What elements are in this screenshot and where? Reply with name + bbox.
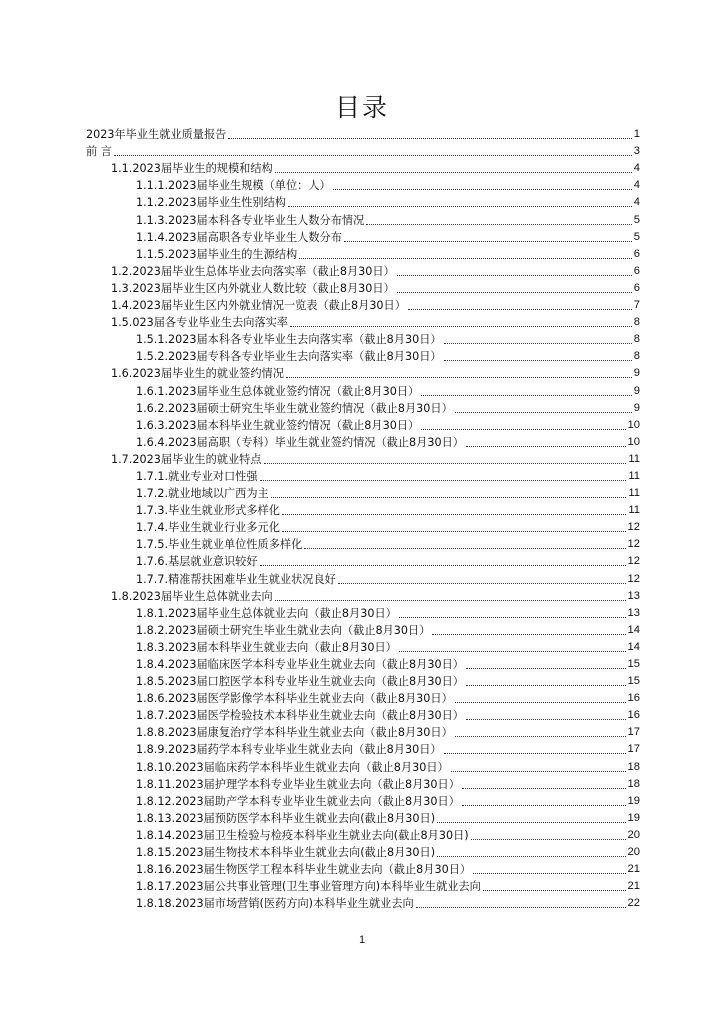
toc-entry-page-number: 9 [633,367,640,380]
toc-entry-page-number: 12 [627,555,640,568]
toc-entry[interactable] [86,244,640,261]
toc-entry-label: 1.8.18.2023届市场营销(医药方向)本科毕业生就业去向 [136,897,414,911]
toc-dot-leader [466,445,626,447]
toc-dot-leader [114,154,632,156]
toc-entry-page-number: 13 [627,606,640,619]
toc-entry[interactable] [86,432,640,449]
toc-entry[interactable] [86,534,640,551]
toc-entry-label: 1.4.2023届毕业生区内外就业情况一览表（截止8月30日） [111,299,406,313]
toc-entry-label: 1.8.6.2023届医学影像学本科毕业生就业去向（截止8月30日） [136,692,453,706]
toc-entry-label: 1.1.3.2023届本科各专业毕业生人数分布情况 [136,213,365,227]
toc-entry[interactable] [86,466,640,483]
toc-dot-leader [304,547,625,549]
toc-entry-page-number: 16 [627,692,640,705]
toc-entry-page-number: 9 [633,384,640,397]
toc-entry[interactable] [86,551,640,568]
toc-entry-page-number: 14 [627,640,640,653]
toc-entry[interactable] [86,500,640,517]
toc-dot-leader [338,582,626,584]
toc-entry[interactable] [86,227,640,244]
toc-entry[interactable] [86,483,640,500]
toc-dot-leader [271,496,627,498]
toc-entry-page-number: 17 [627,726,640,739]
toc-entry[interactable] [86,346,640,363]
toc-entry-label: 1.3.2023届毕业生区内外就业人数比较（截止8月30日） [111,281,395,295]
toc-entry-label: 1.8.7.2023届医学检验技术本科毕业生就业去向（截止8月30日） [136,709,464,723]
toc-dot-leader [416,906,626,908]
toc-entry-label: 1.6.2.2023届硕士研究生毕业生就业签约情况（截止8月30日） [136,401,453,415]
toc-dot-leader [399,616,626,618]
toc-dot-leader [366,223,631,225]
toc-entry[interactable] [86,295,640,312]
toc-entry-label: 1.5.2.2023届专科各专业毕业生去向落实率（截止8月30日） [136,350,442,364]
toc-dot-leader [466,684,626,686]
toc-entry-page-number: 4 [633,179,640,192]
toc-entry-label: 1.7.2.就业地域以广西为主 [136,487,269,501]
toc-entry[interactable] [86,654,640,671]
toc-entry[interactable] [86,517,640,534]
toc-dot-leader [455,411,632,413]
toc-dot-leader [260,479,627,481]
toc-dot-leader [299,257,632,259]
table-of-contents [86,124,640,910]
toc-entry[interactable] [86,722,640,739]
toc-dot-leader [451,770,626,772]
toc-entry-label: 1.7.2023届毕业生的就业特点 [111,452,262,466]
toc-entry-label: 1.7.5.毕业生就业单位性质多样化 [136,538,303,552]
toc-entry[interactable] [86,415,640,432]
toc-entry[interactable] [86,449,640,466]
toc-dot-leader [282,513,626,515]
toc-entry-label: 1.8.3.2023届本科毕业生就业去向（截止8月30日） [136,640,397,654]
toc-entry[interactable] [86,876,640,893]
toc-entry-page-number: 12 [627,538,640,551]
toc-entry[interactable] [86,756,640,773]
toc-dot-leader [432,633,625,635]
toc-dot-leader [455,701,626,703]
toc-entry[interactable] [86,398,640,415]
toc-dot-leader [466,718,626,720]
toc-entry-label: 1.8.17.2023届公共事业管理(卫生事业管理方向)本科毕业生就业去向 [136,880,481,894]
toc-entry-page-number: 8 [633,333,640,346]
toc-entry[interactable] [86,312,640,329]
toc-entry-label: 1.8.2023届毕业生总体就业去向 [111,589,273,603]
toc-dot-leader [408,308,632,310]
toc-dot-leader [437,855,625,857]
toc-dot-leader [399,650,626,652]
toc-dot-leader [397,291,632,293]
toc-entry[interactable] [86,774,640,791]
toc-entry-label: 1.1.2023届毕业生的规模和结构 [111,162,273,176]
toc-entry-label: 1.5.023届各专业毕业生去向落实率 [111,316,288,330]
toc-entry-page-number: 6 [633,264,640,277]
toc-dot-leader [462,804,626,806]
toc-entry[interactable] [86,192,640,209]
toc-entry-label: 1.8.12.2023届助产学本科专业毕业生就业去向（截止8月30日） [136,794,460,808]
toc-entry-label: 1.2.2023届毕业生总体毕业去向落实率（截止8月30日） [111,264,395,278]
toc-entry-page-number: 4 [633,196,640,209]
toc-entry-page-number: 9 [633,401,640,414]
toc-entry-label: 前 言 [86,145,112,159]
toc-dot-leader [344,240,632,242]
toc-entry-label: 1.7.1.就业专业对口性强 [136,469,258,483]
toc-entry-page-number: 19 [627,794,640,807]
toc-entry-label: 1.8.16.2023届生物医学工程本科毕业生就业去向（截止8月30日） [136,863,472,877]
toc-entry-page-number: 11 [628,504,640,517]
toc-entry-page-number: 6 [633,247,640,260]
toc-entry[interactable] [86,705,640,722]
toc-dot-leader [288,205,632,207]
toc-entry[interactable] [86,158,640,175]
toc-entry[interactable] [86,671,640,688]
toc-dot-leader [397,274,632,276]
toc-dot-leader [437,821,625,823]
toc-entry[interactable] [86,175,640,192]
toc-dot-leader [473,872,625,874]
toc-entry-page-number: 13 [627,589,640,602]
toc-entry[interactable] [86,363,640,380]
toc-entry-page-number: 6 [633,281,640,294]
toc-entry-label: 1.8.2.2023届硕士研究生毕业生就业去向（截止8月30日） [136,623,431,637]
toc-entry-label: 1.6.2023届毕业生的就业签约情况 [111,367,284,381]
toc-entry[interactable] [86,568,640,585]
toc-dot-leader [444,342,632,344]
toc-dot-leader [228,137,631,139]
toc-entry[interactable] [86,893,640,910]
toc-dot-leader [483,889,626,891]
toc-entry-label: 1.7.4.毕业生就业行业多元化 [136,521,280,535]
toc-entry-label: 1.1.1.2023届毕业生规模（单位：人） [136,179,331,193]
toc-entry-page-number: 11 [628,452,640,465]
toc-dot-leader [260,564,626,566]
toc-entry[interactable] [86,124,640,141]
toc-entry-page-number: 14 [627,623,640,636]
toc-dot-leader [275,171,632,173]
toc-entry-page-number: 11 [628,469,640,482]
toc-entry[interactable] [86,141,640,158]
toc-entry-page-number: 20 [627,828,640,841]
toc-entry-page-number: 12 [627,521,640,534]
toc-entry-page-number: 17 [627,743,640,756]
toc-entry[interactable] [86,586,640,603]
toc-entry-label: 1.8.10.2023届临床药学本科毕业生就业去向（截止8月30日） [136,760,449,774]
toc-entry[interactable] [86,688,640,705]
toc-dot-leader [282,530,626,532]
toc-entry[interactable] [86,637,640,654]
toc-entry-page-number: 7 [633,299,640,312]
toc-entry-page-number: 16 [627,709,640,722]
toc-dot-leader [290,325,632,327]
toc-entry-label: 1.7.6.基层就业意识较好 [136,555,258,569]
toc-entry-label: 1.8.14.2023届卫生检验与检疫本科毕业生就业去向(截止8月30日) [136,828,469,842]
toc-entry-label: 1.1.5.2023届毕业生的生源结构 [136,247,298,261]
toc-dot-leader [444,752,626,754]
toc-entry[interactable] [86,209,640,226]
toc-dot-leader [444,359,632,361]
toc-entry-label: 1.8.1.2023届毕业生总体就业去向（截止8月30日） [136,606,397,620]
toc-entry[interactable] [86,842,640,859]
toc-entry[interactable] [86,278,640,295]
toc-entry-page-number: 11 [628,487,640,500]
toc-entry-page-number: 12 [627,572,640,585]
toc-entry[interactable] [86,329,640,346]
toc-entry-label: 1.1.2.2023届毕业生性别结构 [136,196,286,210]
toc-entry[interactable] [86,261,640,278]
toc-dot-leader [471,838,626,840]
toc-entry[interactable] [86,739,640,756]
toc-entry[interactable] [86,791,640,808]
toc-dot-leader [286,376,632,378]
page-title: 目录 [334,93,389,122]
toc-entry-page-number: 15 [627,658,640,670]
toc-entry-page-number: 18 [627,760,640,773]
toc-entry[interactable] [86,603,640,620]
toc-entry-label: 1.8.15.2023届生物技术本科毕业生就业去向(截止8月30日) [136,846,436,860]
toc-entry-page-number: 22 [627,897,640,910]
toc-dot-leader [421,394,632,396]
toc-dot-leader [455,735,626,737]
toc-entry-label: 1.7.7.精准帮扶困难毕业生就业状况良好 [136,572,336,586]
toc-entry-label: 2023年毕业生就业质量报告 [86,128,227,142]
toc-entry-page-number: 21 [627,880,640,893]
toc-entry-page-number: 10 [627,435,640,448]
toc-dot-leader [421,428,625,430]
toc-entry-page-number: 20 [627,846,640,859]
toc-entry-label: 1.1.4.2023届高职各专业毕业生人数分布 [136,230,342,244]
toc-entry-label: 1.8.11.2023届护理学本科专业毕业生就业去向（截止8月30日） [136,777,460,791]
toc-entry-page-number: 5 [633,230,640,243]
toc-entry-page-number: 4 [633,162,640,175]
toc-entry-page-number: 19 [627,811,640,824]
toc-dot-leader [462,787,626,789]
toc-entry[interactable] [86,859,640,876]
toc-entry[interactable] [86,825,640,842]
toc-entry-page-number: 18 [627,777,640,790]
toc-dot-leader [264,462,627,464]
toc-entry-label: 1.8.13.2023届预防医学本科毕业生就业去向(截止8月30日) [136,811,436,825]
toc-entry[interactable] [86,620,640,637]
toc-dot-leader [333,188,632,190]
toc-entry-page-number: 10 [627,418,640,431]
toc-entry[interactable] [86,808,640,825]
toc-entry-page-number: 15 [627,675,640,688]
toc-entry-page-number: 21 [627,863,640,876]
toc-entry-page-number: 3 [633,145,640,158]
page-number-footer: 1 [358,934,366,946]
toc-entry-label: 1.6.3.2023届本科毕业生就业签约情况（截止8月30日） [136,418,420,432]
toc-entry-label: 1.7.3.毕业生就业形式多样化 [136,504,280,518]
toc-entry-label: 1.8.5.2023届口腔医学本科专业毕业生就业去向（截止8月30日） [136,675,464,689]
toc-entry-label: 1.8.4.2023届临床医学本科专业毕业生就业去向（截止8月30日） [136,658,464,671]
toc-dot-leader [466,667,626,669]
toc-entry[interactable] [86,380,640,397]
toc-entry-page-number: 8 [633,350,640,363]
toc-entry-label: 1.8.8.2023届康复治疗学本科毕业生就业去向（截止8月30日） [136,726,453,740]
toc-entry-label: 1.6.1.2023届毕业生总体就业签约情况（截止8月30日） [136,384,420,398]
toc-entry-page-number: 8 [633,316,640,329]
toc-entry-page-number: 5 [633,213,640,226]
toc-dot-leader [275,599,626,601]
toc-entry-label: 1.6.4.2023届高职（专科）毕业生就业签约情况（截止8月30日） [136,435,464,449]
toc-entry-page-number: 1 [633,128,640,141]
toc-entry-label: 1.5.1.2023届本科各专业毕业生去向落实率（截止8月30日） [136,333,442,347]
toc-entry-label: 1.8.9.2023届药学本科专业毕业生就业去向（截止8月30日） [136,743,442,757]
